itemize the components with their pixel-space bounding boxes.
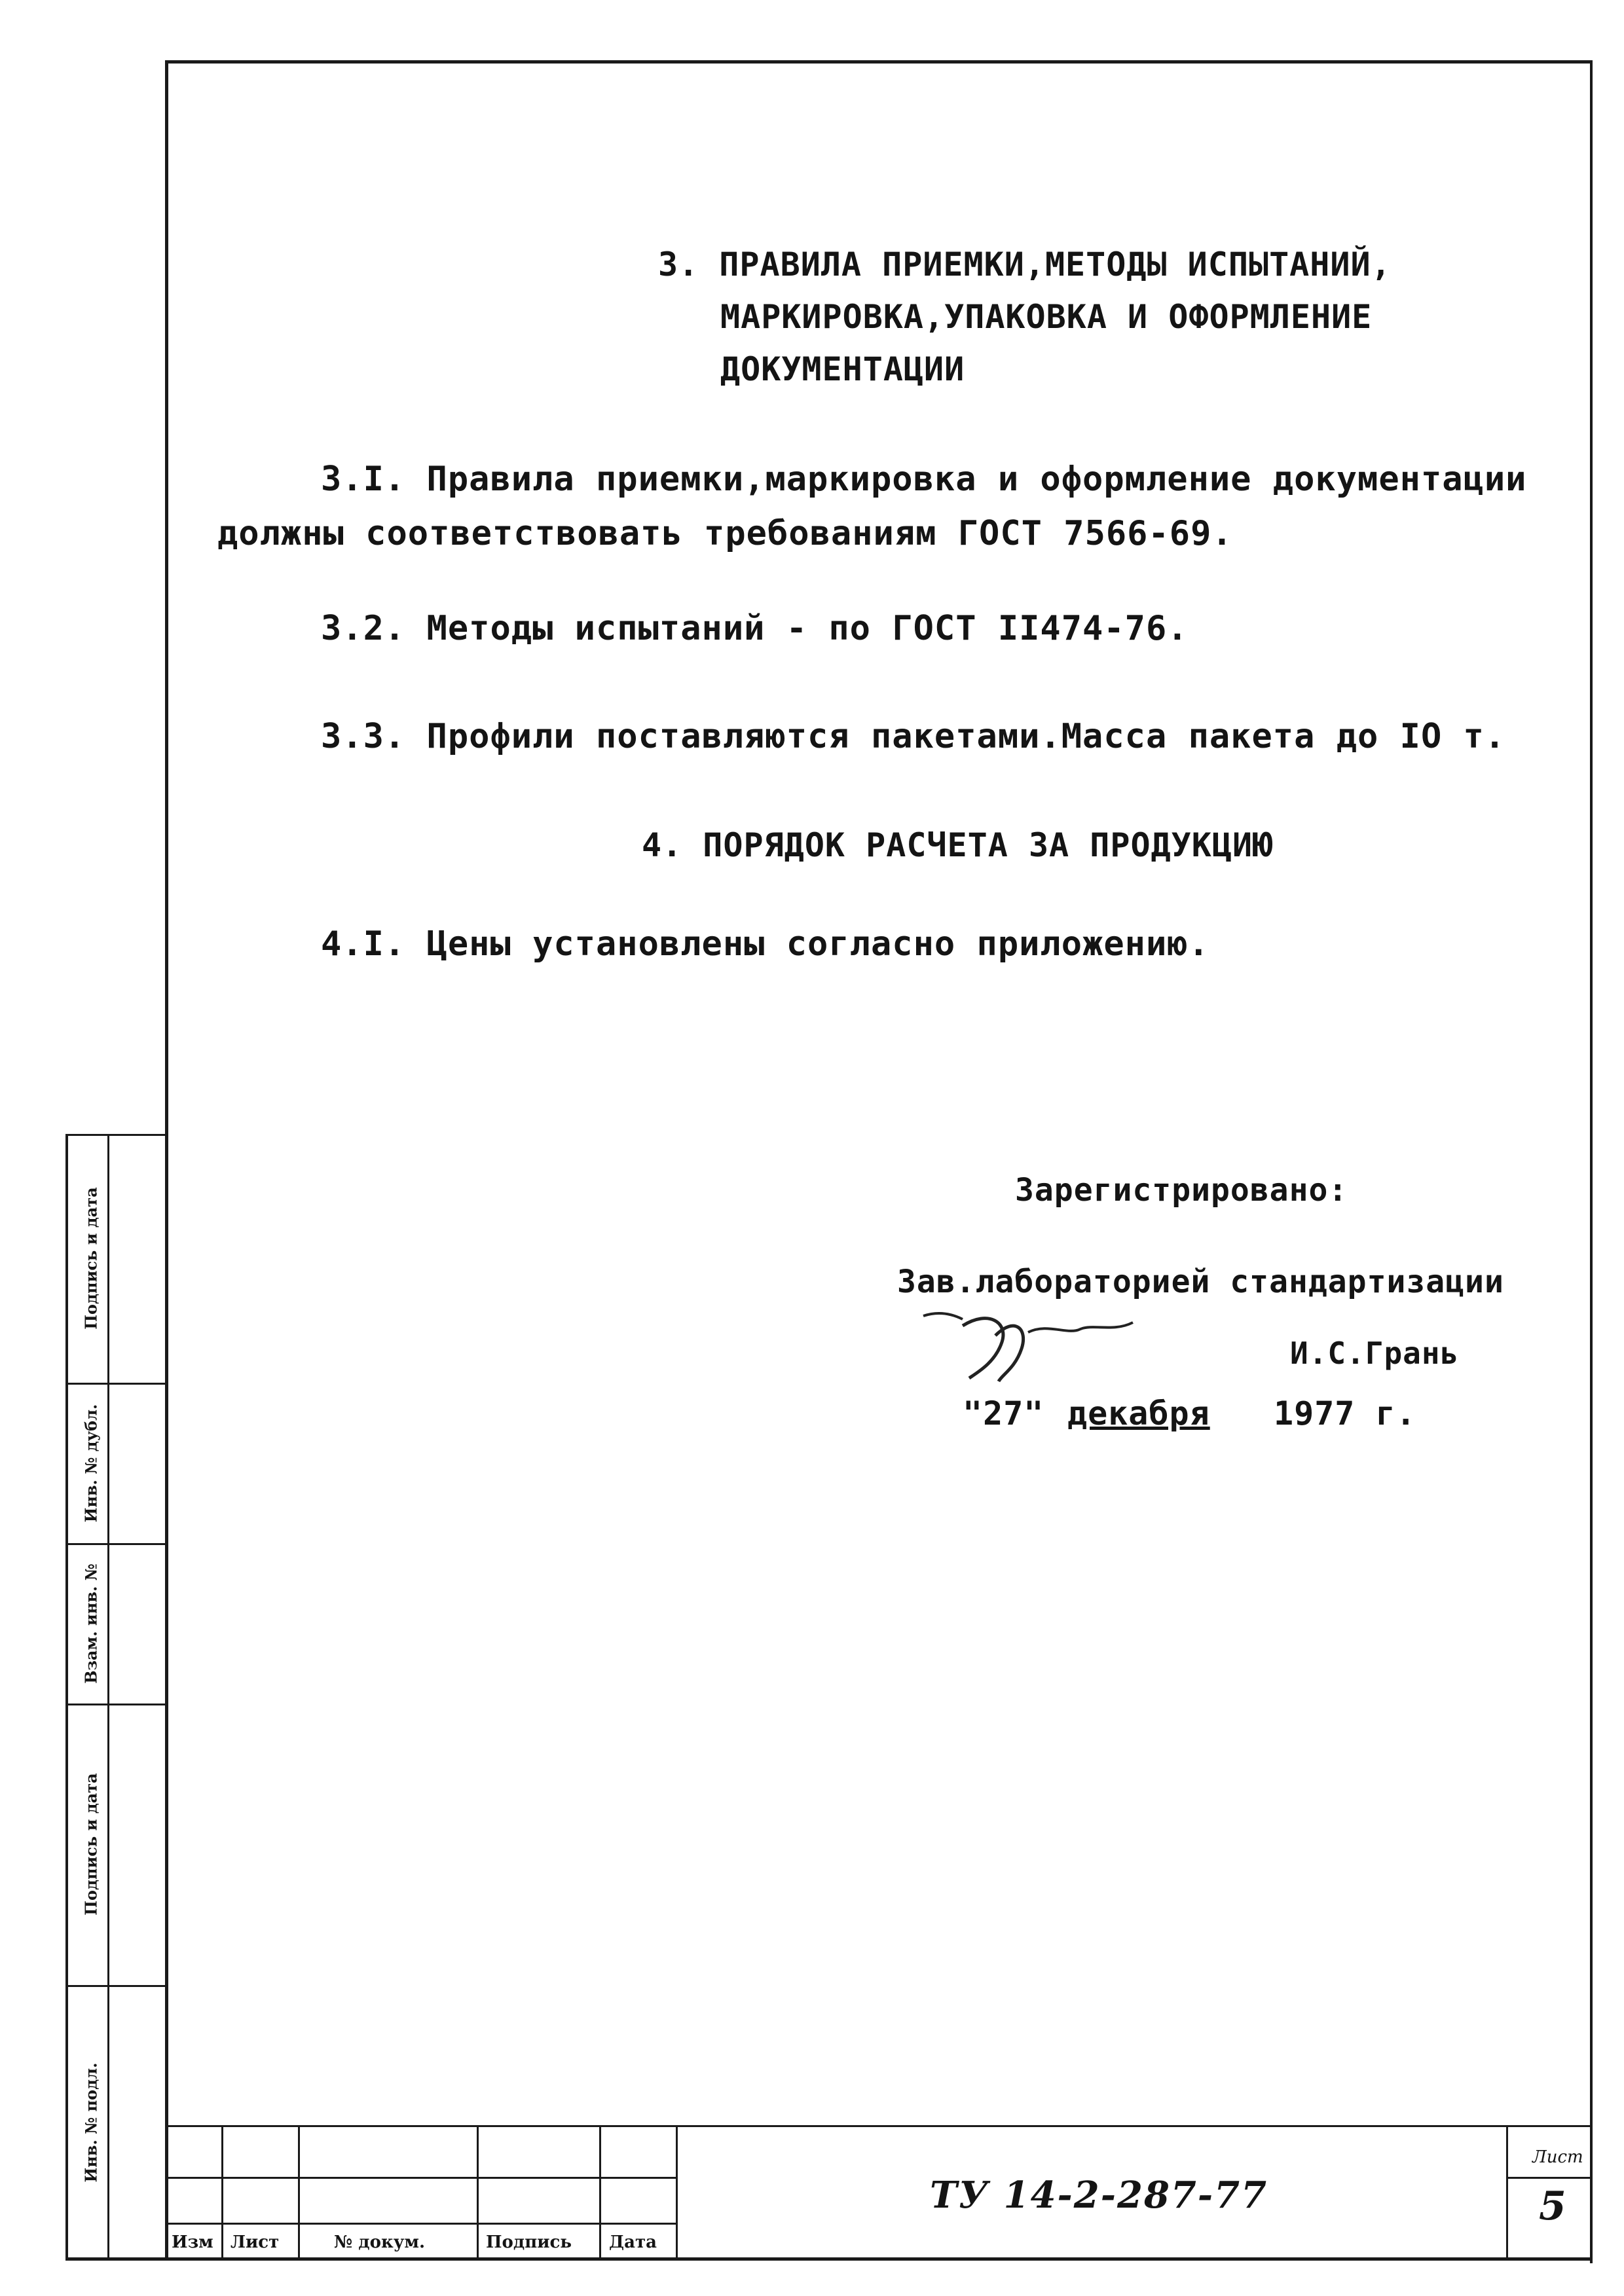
paragraph-4-1: 4.I. Цены установлены согласно приложению. — [321, 924, 1209, 964]
side-divider — [107, 1134, 109, 2260]
sheet-label: Лист — [1532, 2147, 1583, 2167]
tb-col-list: Лист — [231, 2232, 280, 2252]
registration-date-month: декабря — [1067, 1394, 1210, 1432]
paragraph-3-1-line2: должны соответствовать требованиям ГОСТ 7566-69. — [217, 514, 1233, 553]
sheet-number: 5 — [1539, 2183, 1566, 2229]
title-block-vline — [221, 2125, 223, 2259]
title-block-sheet-line — [1506, 2177, 1593, 2179]
tb-col-doc: № докум. — [334, 2232, 426, 2252]
title-block-vline — [676, 2125, 678, 2259]
side-stamp-column — [65, 1134, 166, 2260]
signature-image — [917, 1296, 1166, 1388]
section4-heading: 4. ПОРЯДОК РАСЧЕТА ЗА ПРОДУКЦИЮ — [642, 826, 1274, 864]
frame-right — [1590, 60, 1593, 2263]
title-block-mid-line — [167, 2177, 678, 2179]
frame-top — [167, 60, 1593, 64]
registration-title: Зарегистрировано: — [1015, 1172, 1348, 1209]
title-block-top-line — [167, 2125, 1593, 2127]
tb-col-sign: Подпись — [486, 2232, 572, 2252]
section3-heading-line2: МАРКИРОВКА,УПАКОВКА И ОФОРМЛЕНИЕ — [720, 298, 1373, 336]
paragraph-3-1-line1: 3.I. Правила приемки,маркировка и оформление документации — [321, 460, 1527, 499]
section3-heading-line3: ДОКУМЕНТАЦИИ — [720, 350, 965, 388]
tb-col-izm: Изм — [172, 2232, 213, 2252]
title-block-vline — [599, 2125, 601, 2259]
title-block-vline — [477, 2125, 479, 2259]
registration-date-day: "27" — [963, 1394, 1044, 1432]
frame-bottom — [65, 2257, 1593, 2261]
section3-heading-line1: 3. ПРАВИЛА ПРИЕМКИ,МЕТОДЫ ИСПЫТАНИЙ, — [658, 246, 1392, 283]
registration-position: Зав.лабораторией стандартизации — [897, 1264, 1504, 1300]
title-block-low-line — [167, 2223, 678, 2225]
side-label-signature-date: Подпись и дата — [81, 1773, 101, 1916]
registration-name: И.С.Грань — [1290, 1336, 1460, 1371]
tb-col-date: Дата — [609, 2232, 657, 2252]
title-block-vline — [1506, 2125, 1508, 2259]
side-label-vzam-inv: Взам. инв. № — [81, 1563, 101, 1684]
title-block-vline — [298, 2125, 300, 2259]
side-label-inv-podl: Инв. № подл. — [81, 2062, 101, 2183]
side-label-inv-dubl: Инв. № дубл. — [81, 1404, 101, 1522]
registration-date-year: 1977 г. — [1274, 1394, 1416, 1432]
side-label-signature-date-top: Подпись и дата — [81, 1187, 101, 1330]
document-code: ТУ 14-2-287-77 — [930, 2174, 1268, 2217]
paragraph-3-3: 3.3. Профили поставляются пакетами.Масса пакета до IO т. — [321, 717, 1506, 756]
paragraph-3-2: 3.2. Методы испытаний - по ГОСТ II474-76. — [321, 609, 1189, 648]
